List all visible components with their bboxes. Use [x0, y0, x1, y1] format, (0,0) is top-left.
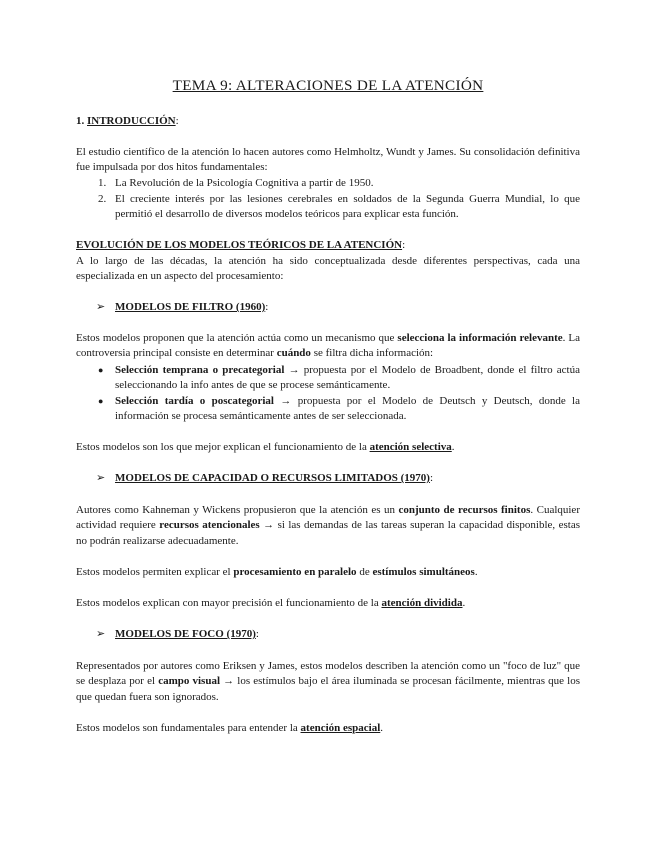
text-run: Estos modelos proponen que la atención actúa como un mecanismo que	[76, 332, 398, 344]
list-text: El creciente interés por las lesiones cerebrales en soldados de la Segunda Guerra Mundial, lo que permitió el desarrollo de diversos modelos teóricos para explicar esta función.	[115, 193, 580, 221]
bold-run: conjunto de recursos finitos	[398, 504, 531, 516]
list-text: La Revolución de la Psicología Cognitiva a partir de 1950.	[115, 177, 374, 189]
bold-underline-run: atención espacial	[300, 722, 381, 734]
bold-run: estímulos simultáneos	[372, 566, 475, 578]
text-run: se filtra dicha información:	[310, 347, 434, 360]
subheading-colon: :	[429, 472, 434, 484]
subheading-text: MODELOS DE CAPACIDAD O RECURSOS LIMITADOS (1970)	[115, 472, 430, 484]
filtro-paragraph	[76, 331, 580, 362]
bullet-icon: ●	[98, 396, 104, 406]
subheading-text: MODELOS DE FILTRO (1960)	[115, 301, 266, 313]
filtro-conclusion	[76, 440, 580, 455]
text-run: .	[380, 722, 384, 734]
heading-colon: :	[175, 115, 179, 127]
section-heading-introduccion	[76, 114, 580, 129]
text-run: Autores como Kahneman y Wickens propusieron que la atención es un	[76, 504, 399, 516]
text-run: → propuesta por el Modelo de Deutsch y Deutsch, donde la información se procesa semánticamente antes de ser seleccionada.	[115, 395, 580, 423]
bold-run: procesamiento en paralelo	[233, 566, 357, 578]
intro-paragraph: El estudio científico de la atención lo hacen autores como Helmholtz, Wundt y James. Su consolidación definitiva fue impulsada por dos hitos fundamentales:	[76, 146, 580, 174]
bold-run: cuándo	[276, 347, 311, 360]
page-title: TEMA 9: ALTERACIONES DE LA ATENCIÓN	[172, 77, 484, 94]
text-run: Estos modelos explican con mayor precisión el funcionamiento de la	[76, 597, 382, 609]
bold-underline-run: atención dividida	[381, 597, 463, 609]
foco-paragraph	[76, 659, 580, 705]
subheading-colon: :	[255, 628, 259, 640]
bold-run: campo visual	[158, 675, 220, 688]
list-number: 1.	[98, 177, 107, 189]
heading-text: EVOLUCIÓN DE LOS MODELOS TEÓRICOS DE LA ATENCIÓN	[76, 239, 403, 251]
heading-text: INTRODUCCIÓN	[87, 115, 176, 127]
heading-number: 1.	[76, 115, 85, 127]
subheading-colon: :	[265, 301, 269, 313]
foco-conclusion	[76, 721, 580, 736]
capacidad-paragraph	[76, 503, 580, 549]
text-run: → los estímulos bajo el área iluminada se procesan fácilmente, mientras que los que quedan fuera son ignorados.	[76, 675, 580, 703]
text-run: Representados por autores como Eriksen y James, estos modelos describen la atención como un "foco de luz" que se desplaza por el	[76, 660, 580, 688]
bold-run: Selección tardía o poscategorial	[115, 395, 274, 407]
list-number: 2.	[98, 193, 107, 205]
capacidad-conclusion	[76, 596, 580, 611]
text-run: . Cualquier actividad requiere	[76, 504, 580, 532]
bold-run: recursos atencionales	[159, 519, 260, 532]
text-run: Estos modelos son fundamentales para entender la	[76, 722, 301, 734]
evolucion-paragraph: A lo largo de las décadas, la atención ha sido conceptualizada desde diferentes perspectivas, cada una especializada en un aspecto del procesamiento:	[76, 255, 580, 283]
text-run: → propuesta por el Modelo de Broadbent, donde el filtro actúa seleccionando la info antes de que se procese semánticamente.	[115, 364, 580, 392]
capacidad-paragraph-2	[76, 565, 580, 580]
section-heading-evolucion	[76, 238, 580, 253]
text-run: Estos modelos son los que mejor explican el funcionamiento de la	[76, 441, 370, 453]
bold-run: Selección temprana o precategorial	[115, 364, 285, 376]
text-run: .	[474, 566, 478, 578]
arrow-bullet-icon: ➢	[96, 628, 106, 640]
bullet-icon: ●	[98, 365, 104, 375]
bold-run: selecciona la información relevante	[397, 332, 563, 344]
arrow-bullet-icon: ➢	[96, 301, 106, 313]
text-run: → si las demandas de las tareas superan la capacidad disponible, estas no podrán realizarse adecuadamente.	[76, 519, 580, 547]
text-run: Estos modelos permiten explicar el	[76, 566, 234, 578]
text-run: de	[356, 566, 373, 578]
text-run: . La controversia principal consiste en determinar	[76, 332, 580, 360]
heading-colon: :	[402, 239, 406, 251]
bold-underline-run: atención selectiva	[369, 441, 452, 453]
subheading-text: MODELOS DE FOCO (1970)	[115, 628, 256, 640]
text-run: .	[462, 597, 466, 609]
arrow-bullet-icon: ➢	[96, 472, 106, 484]
text-run: .	[451, 441, 455, 453]
